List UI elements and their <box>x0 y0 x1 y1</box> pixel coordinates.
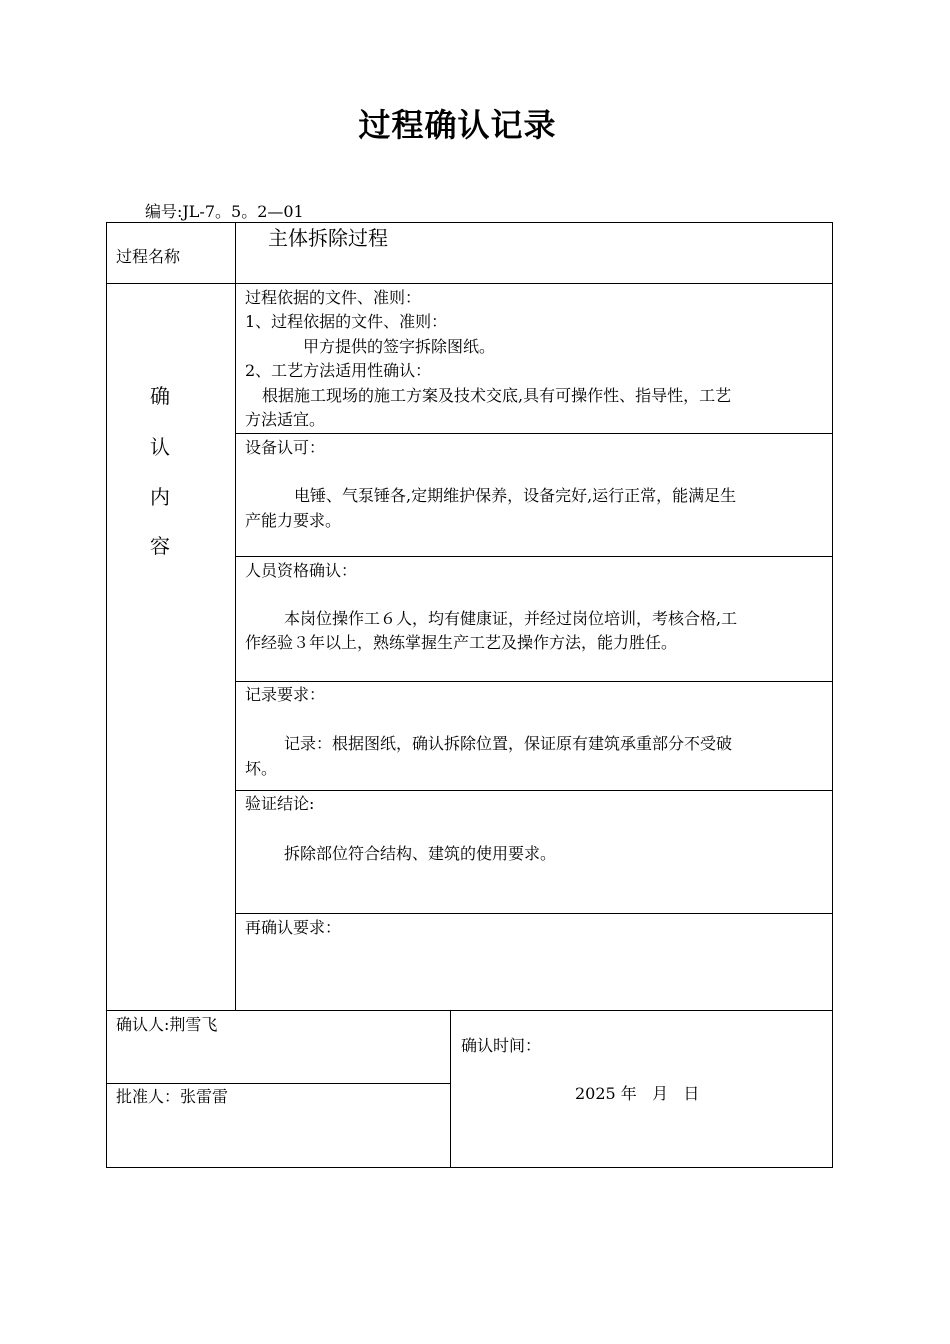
page-title: 过程确认记录 <box>358 106 557 144</box>
row-divider <box>106 1083 451 1084</box>
row-divider <box>235 790 833 791</box>
records-line: 记录：根据图纸，确认拆除位置，保证原有建筑承重部分不受破 <box>284 734 733 753</box>
row-divider <box>235 556 833 557</box>
process-name-value: 主体拆除过程 <box>268 226 388 250</box>
basis-heading: 过程依据的文件、准则： <box>245 288 422 307</box>
verification-heading: 验证结论: <box>245 794 315 813</box>
basis-line: 2、工艺方法适用性确认： <box>245 361 432 380</box>
row-divider <box>235 433 833 434</box>
records-line: 坏。 <box>245 759 278 778</box>
row-divider <box>235 681 833 682</box>
confirm-content-label-char: 认 <box>150 435 170 459</box>
equipment-line: 产能力要求。 <box>245 511 342 530</box>
basis-line: 方法适宜。 <box>245 410 326 429</box>
row-divider <box>235 913 833 914</box>
confirm-time-label: 确认时间： <box>461 1036 542 1055</box>
confirm-content-label-char: 确 <box>150 384 170 408</box>
confirm-content-label-char: 内 <box>150 485 170 509</box>
process-name-label: 过程名称 <box>116 247 181 266</box>
basis-line: 1、过程依据的文件、准则： <box>245 312 448 331</box>
row-divider <box>106 283 833 284</box>
reconfirm-heading: 再确认要求： <box>245 918 342 937</box>
personnel-line: 本岗位操作工６人，均有健康证，并经过岗位培训，考核合格,工 <box>284 609 738 628</box>
confirm-date: 2025 年 月 日 <box>575 1084 700 1103</box>
equipment-line: 电锤、气泵锤各,定期维护保养，设备完好,运行正常，能满足生 <box>294 486 737 505</box>
records-heading: 记录要求： <box>245 685 326 704</box>
equipment-heading: 设备认可： <box>245 438 326 457</box>
confirm-content-label-char: 容 <box>150 534 170 558</box>
basis-line: 甲方提供的签字拆除图纸。 <box>303 337 496 356</box>
personnel-line: 作经验３年以上，熟练掌握生产工艺及操作方法，能力胜任。 <box>245 633 678 652</box>
approver: 批准人：张雷雷 <box>116 1087 229 1106</box>
row-divider <box>106 1010 833 1011</box>
document-number: 编号:JL-7。5。2—01 <box>145 202 304 221</box>
personnel-heading: 人员资格确认： <box>245 561 358 580</box>
confirmer: 确认人:荆雪飞 <box>116 1015 218 1034</box>
verification-line: 拆除部位符合结构、建筑的使用要求。 <box>284 844 557 863</box>
column-divider <box>235 222 236 1011</box>
column-divider <box>450 1010 451 1168</box>
basis-line: 根据施工现场的施工方案及技术交底,具有可操作性、指导性，工艺 <box>262 386 732 405</box>
